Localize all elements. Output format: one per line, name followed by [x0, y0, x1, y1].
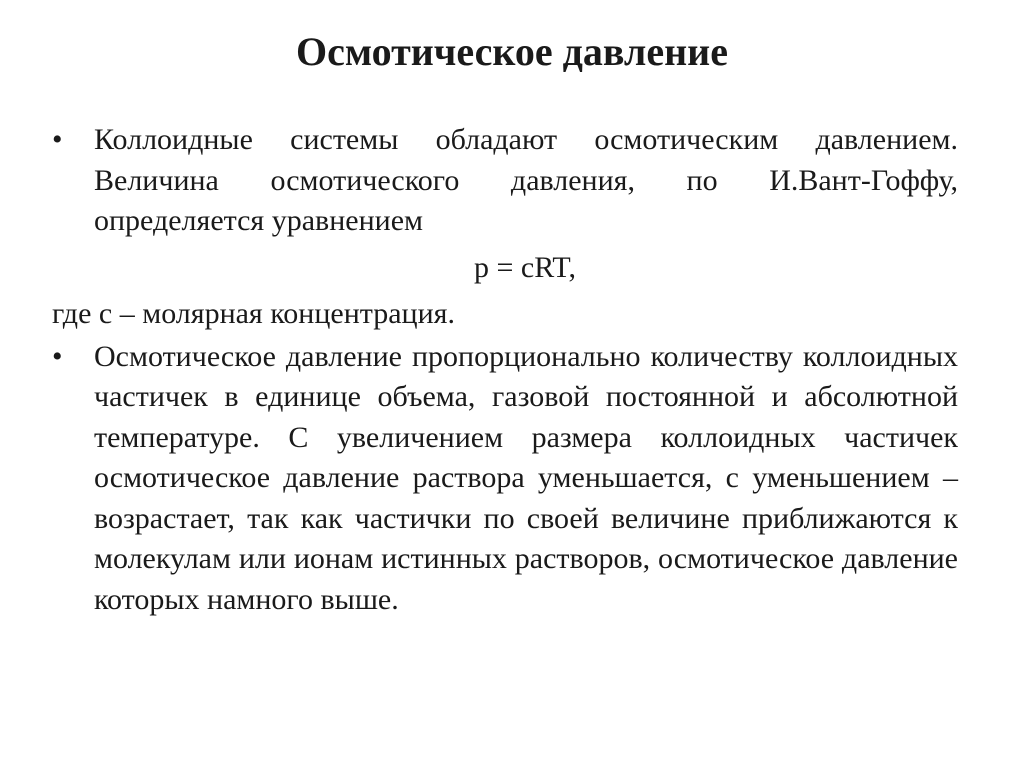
bullet-item-1 [52, 120, 958, 242]
bullet-item-2 [52, 337, 958, 621]
formula-note: где с – молярная концентрация. [52, 297, 455, 330]
slide-title: Осмотическое давление [296, 29, 728, 74]
bullet-text-1: Коллоидные системы обладают осмотическим давлением. Величина осмотического давления, по И.Вант-Гоффу, определяется уравнением [94, 123, 958, 237]
formula: p = cRT, [473, 250, 577, 284]
bullet-text-2: Осмотическое давление пропорционально количеству коллоидных частичек в единице объема, газовой постоянной и абсолютной температуре. С увеличением размера коллоидных частичек осмотическое давление раствора уменьшается, с уменьшением – возрастает, так как частички по своей величине приближаются к молекулам или ионам истинных растворов, осмотическое давление которых намного выше. [94, 339, 958, 616]
bullet-marker: • [52, 339, 63, 373]
bullet-marker: • [52, 123, 63, 156]
slide-content [52, 120, 958, 620]
